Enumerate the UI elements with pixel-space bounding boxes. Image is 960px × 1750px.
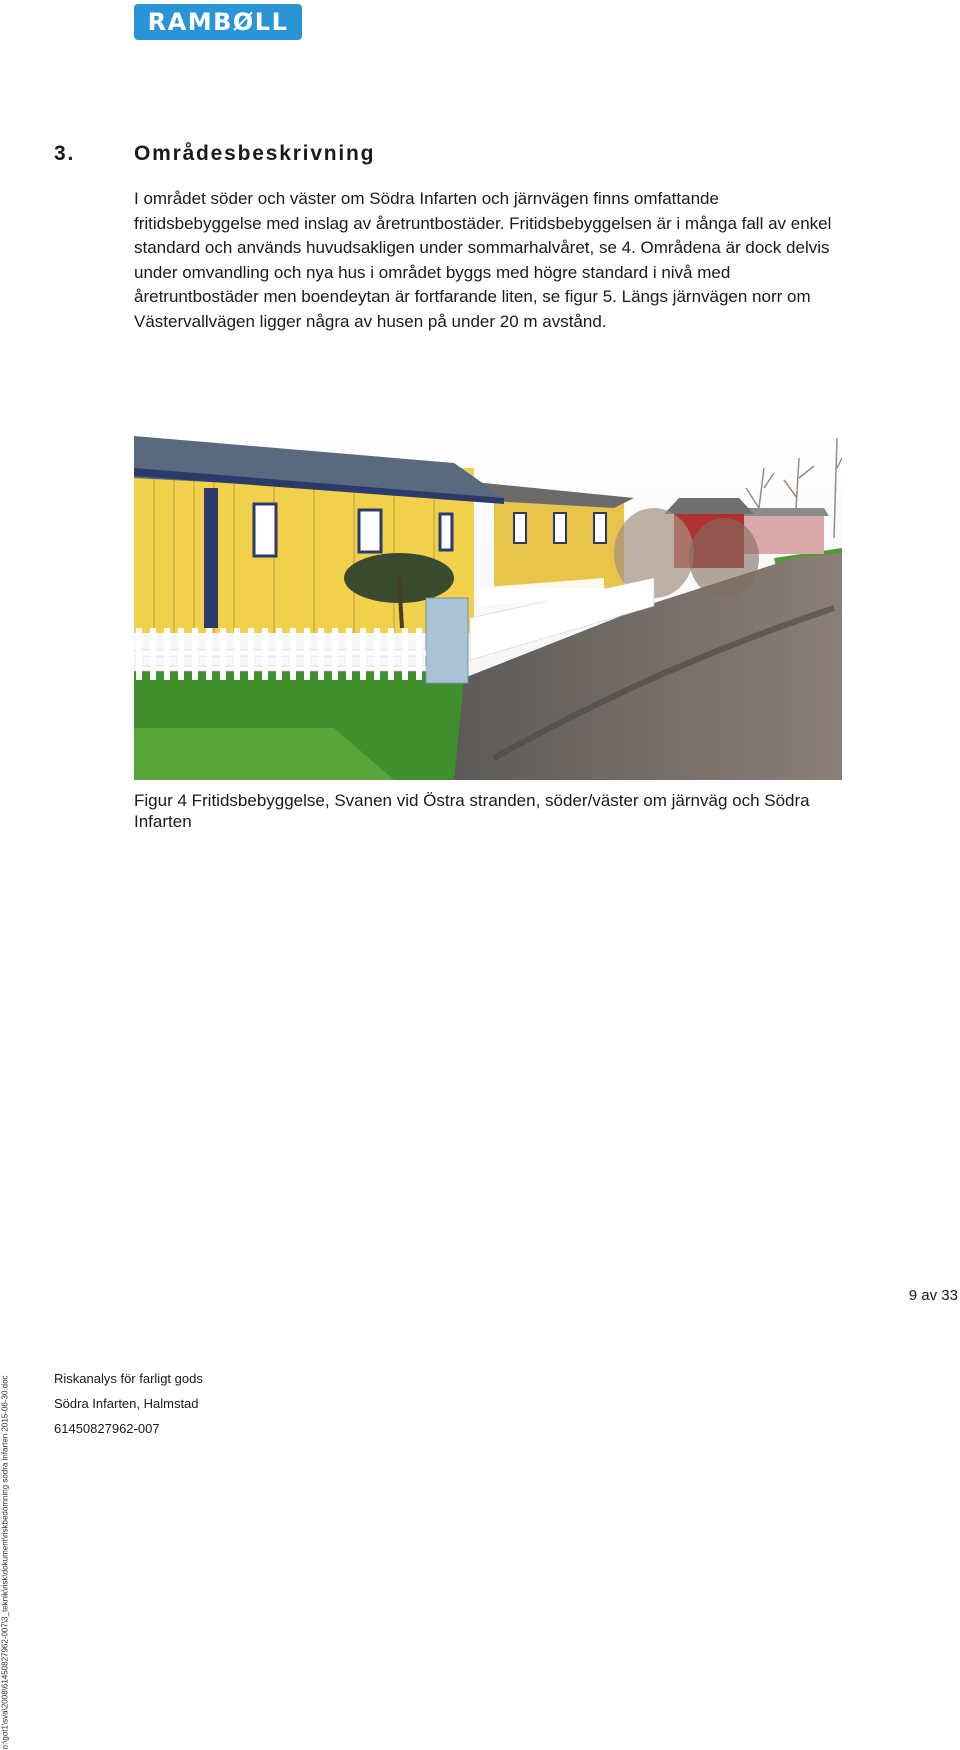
figure-photo [134,428,842,780]
page-number: 9 av 33 [908,1287,958,1304]
figure-caption: Figur 4 Fritidsbebyggelse, Svanen vid Östra stranden, söder/väster om järnväg och Södra Infarten [134,791,810,831]
ramboll-logo [134,4,302,40]
section-title: Områdesbeskrivning [134,142,376,165]
logo-text: RAMBØLL [147,8,289,36]
footer-project-name: Södra Infarten, Halmstad [54,1396,199,1411]
section-heading [54,142,375,166]
document-path: o:\got1\sva\2008\61450827962-007\3_teknik\risk\dokument\riskbedömning södra infarten 2015-06-30.doc [0,1375,10,1750]
body-paragraph: I området söder och väster om Södra Infarten och järnvägen finns omfattande fritidsbebyggelse med inslag av åretruntbostäder. Fritidsbebyggelsen är i många fall av enkel standard och används huvudsakligen under sommarhalvåret, se 4. Områdena är dock delvis under omvandling och nya hus i området byggs med högre standard i nivå med åretruntbostäder men boendeytan är fortfarande liten, se figur 5. Längs järnvägen norr om Västervallvägen ligger några av husen på under 20 m avstånd. [134,189,832,331]
section-number: 3. [54,142,76,165]
footer-project-number: 61450827962-007 [54,1421,160,1436]
footer-report-title: Riskanalys för farligt gods [54,1371,203,1386]
footer [54,1366,203,1441]
